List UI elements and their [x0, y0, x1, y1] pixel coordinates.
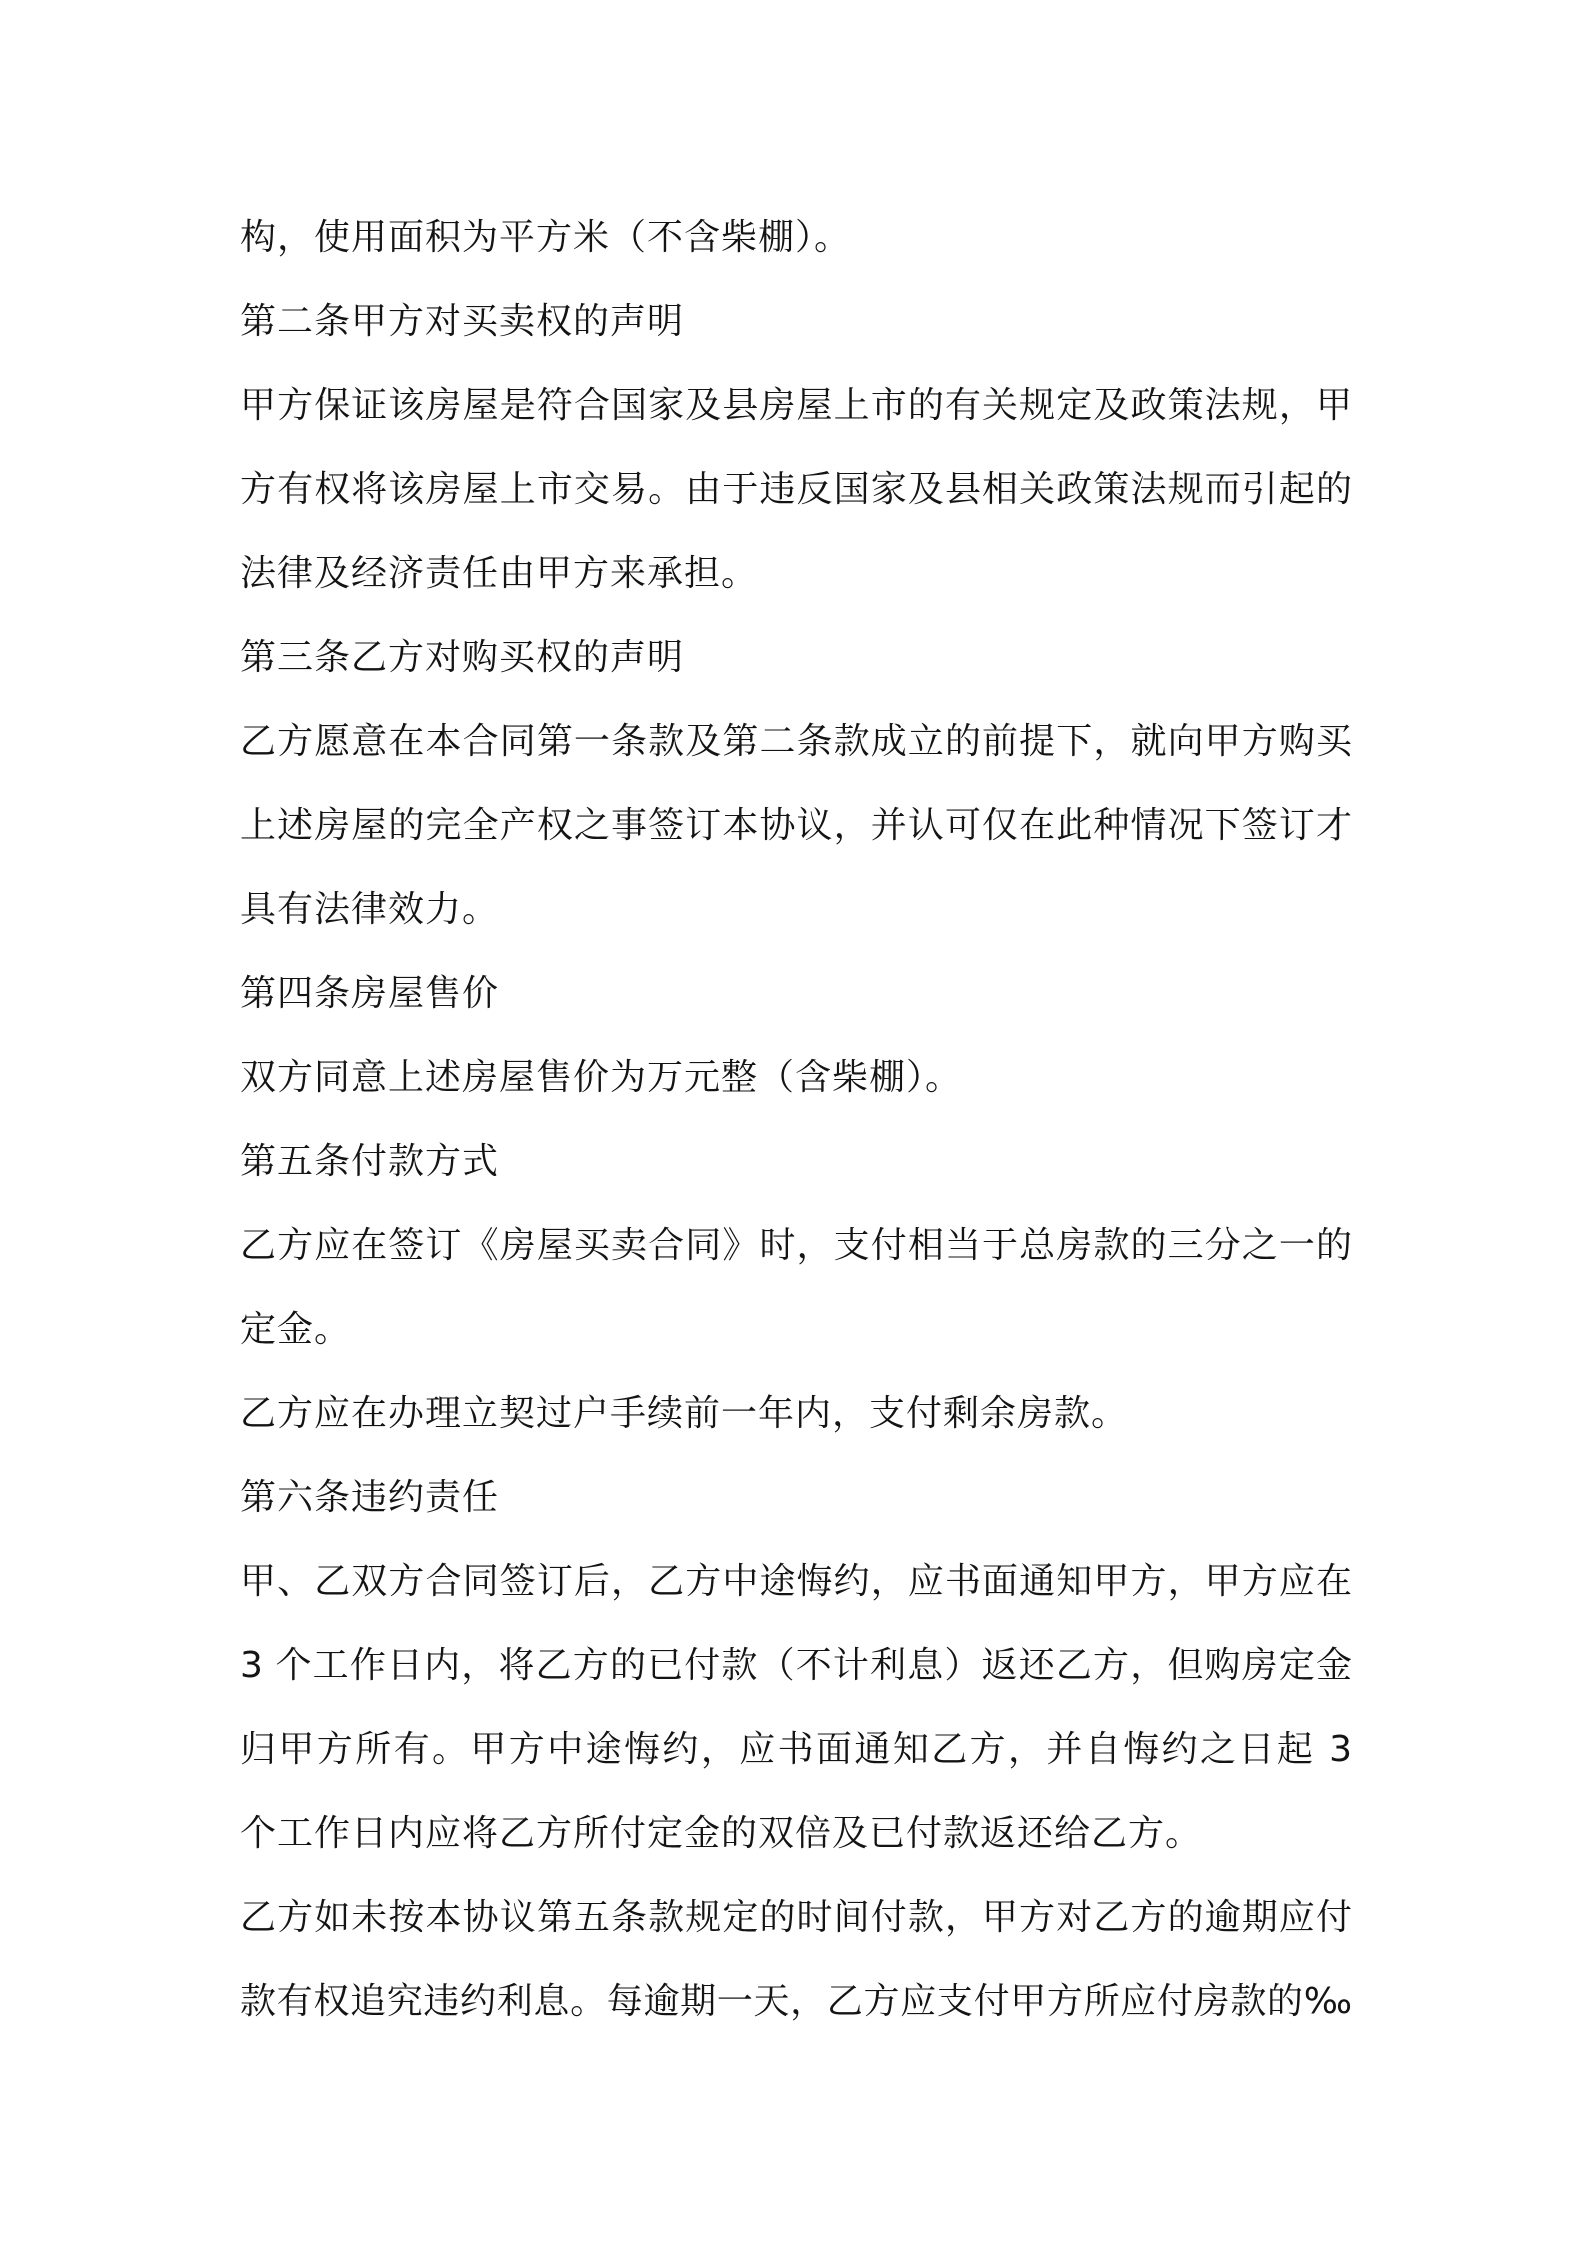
text-line: 第四条房屋售价 — [240, 973, 500, 1014]
text-line: 法律及经济责任由甲方来承担。 — [240, 553, 759, 594]
text-line: 具有法律效力。 — [240, 889, 500, 930]
text-line: 第二条甲方对买卖权的声明 — [240, 301, 685, 342]
document-body — [240, 196, 1352, 2044]
text-line: 双方同意上述房屋售价为万元整（含柴棚）。 — [240, 1057, 963, 1098]
text-line: 款有权追究违约利息。每逾期一天，乙方应支付甲方所应付房款的‰ — [240, 1981, 1352, 2022]
text-line: 构，使用面积为平方米（不含柴棚）。 — [240, 217, 852, 258]
text-line: 归甲方所有。甲方中途悔约，应书面通知乙方，并自悔约之日起 3 — [240, 1729, 1352, 1770]
text-line: 乙方如未按本协议第五条款规定的时间付款，甲方对乙方的逾期应付 — [240, 1897, 1352, 1938]
text-line: 甲方保证该房屋是符合国家及县房屋上市的有关规定及政策法规，甲 — [240, 385, 1352, 426]
text-line: 第三条乙方对购买权的声明 — [240, 637, 685, 678]
text-line: 定金。 — [240, 1309, 352, 1350]
text-line: 方有权将该房屋上市交易。由于违反国家及县相关政策法规而引起的 — [240, 469, 1352, 510]
text-line: 第五条付款方式 — [240, 1141, 500, 1182]
text-line: 3 个工作日内，将乙方的已付款（不计利息）返还乙方，但购房定金 — [240, 1645, 1352, 1686]
text-line: 乙方愿意在本合同第一条款及第二条款成立的前提下，就向甲方购买 — [240, 721, 1352, 762]
text-line: 乙方应在办理立契过户手续前一年内，支付剩余房款。 — [240, 1393, 1129, 1434]
text-line: 乙方应在签订《房屋买卖合同》时，支付相当于总房款的三分之一的 — [240, 1225, 1352, 1266]
text-line: 甲、乙双方合同签订后，乙方中途悔约，应书面通知甲方，甲方应在 — [240, 1561, 1352, 1602]
text-line: 个工作日内应将乙方所付定金的双倍及已付款返还给乙方。 — [240, 1813, 1203, 1854]
text-line: 上述房屋的完全产权之事签订本协议，并认可仅在此种情况下签订才 — [240, 805, 1352, 846]
text-line: 第六条违约责任 — [240, 1477, 500, 1518]
